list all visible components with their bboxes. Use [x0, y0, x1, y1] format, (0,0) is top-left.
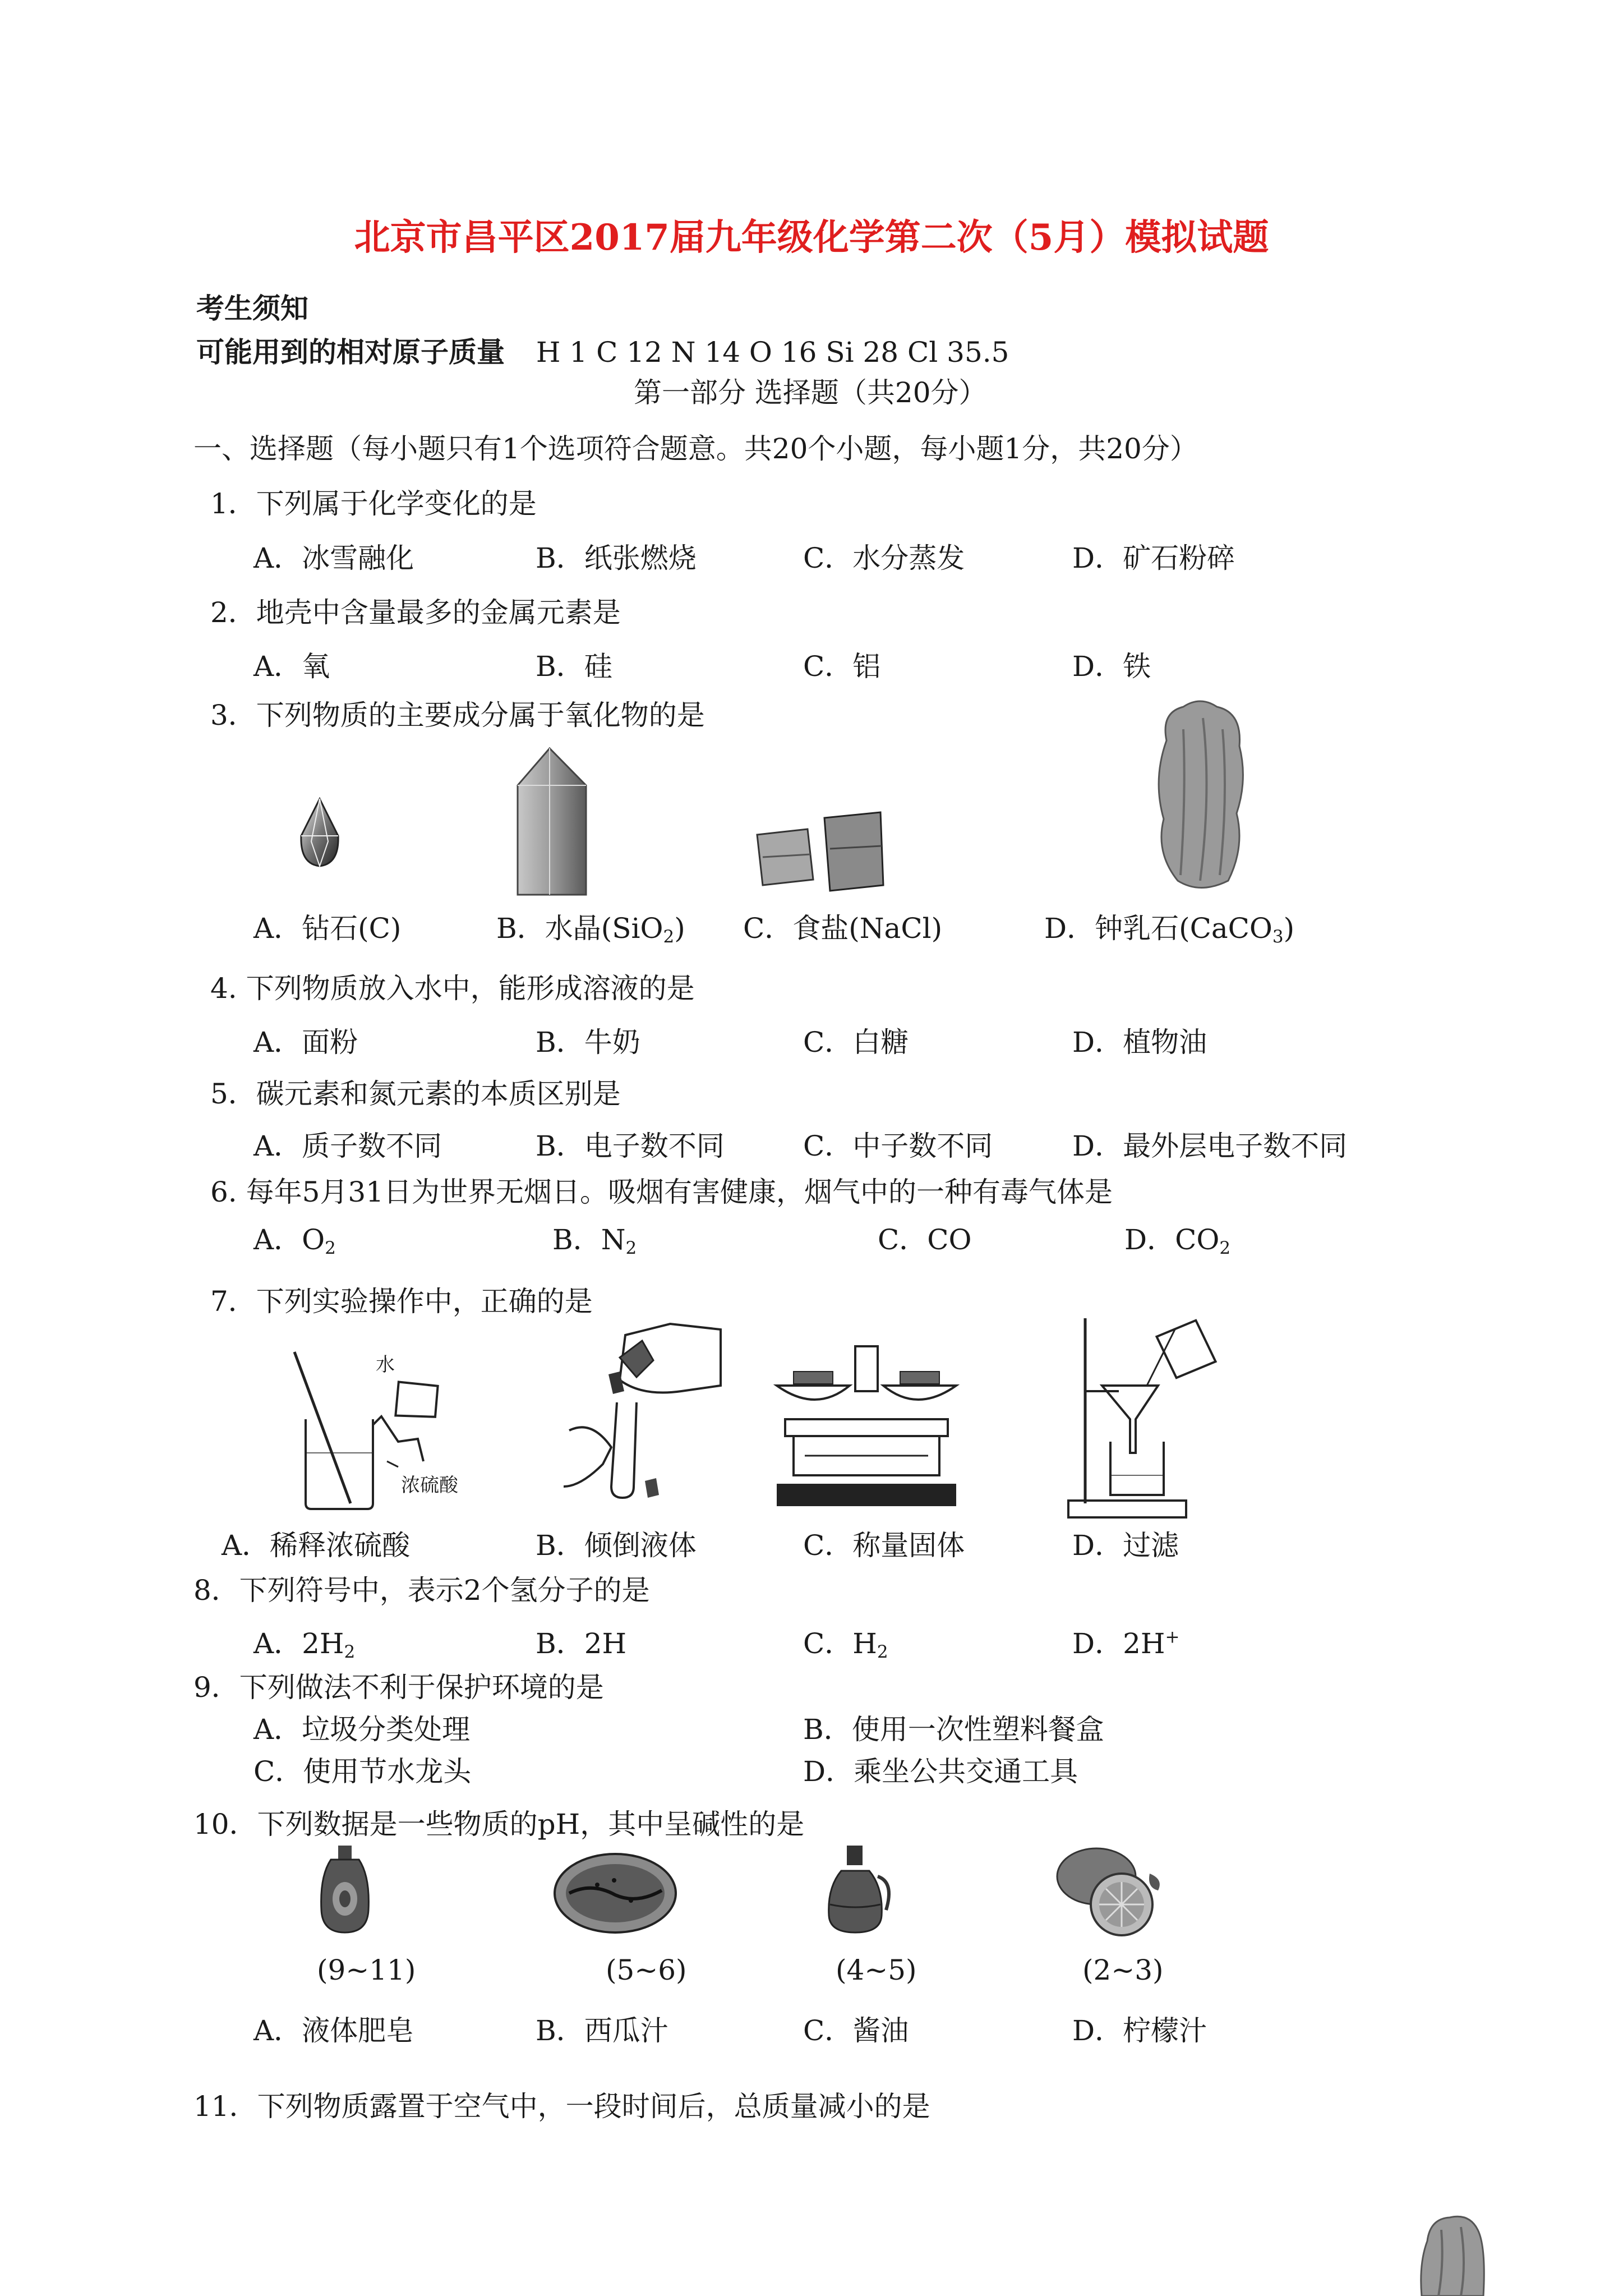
section-heading: 一、选择题（每小题只有1个选项符合题意。共20个小题，每小题1分，共20分）	[193, 432, 1198, 465]
q5-option-a: A．质子数不同	[253, 1130, 442, 1162]
q10-ph-c: (4~5)	[836, 1954, 917, 1986]
q9-option-c: C．使用节水龙头	[253, 1755, 472, 1788]
q9-stem: 9．下列做法不利于保护环境的是	[193, 1671, 604, 1704]
q2-option-c: C．铝	[803, 650, 881, 683]
balance-scale-diagram	[771, 1341, 962, 1520]
q4-stem: 4. 下列物质放入水中，能形成溶液的是	[210, 972, 695, 1005]
q3-option-c: C．食盐(NaCl)	[743, 912, 943, 945]
pour-liquid-diagram	[558, 1318, 726, 1503]
q8-option-b: B．2H	[536, 1627, 627, 1660]
q9-option-b: B．使用一次性塑料餐盒	[803, 1713, 1104, 1746]
q10-option-b: B．西瓜汁	[536, 2014, 668, 2047]
q2-option-b: B．硅	[536, 650, 612, 683]
q3-option-d: D．钟乳石(CaCO$_3$)	[1044, 912, 1295, 947]
q10-stem: 10．下列数据是一些物质的pH，其中呈碱性的是	[193, 1808, 805, 1841]
q10-ph-a: (9~11)	[317, 1954, 416, 1986]
q3-stem: 3．下列物质的主要成分属于氧化物的是	[210, 699, 705, 731]
q7-option-b: B．倾倒液体	[536, 1529, 697, 1562]
page-title: 北京市昌平区2017届九年级化学第二次（5月）模拟试题	[354, 217, 1269, 259]
q4-option-b: B．牛奶	[536, 1026, 640, 1059]
q1-option-b: B．纸张燃烧	[536, 542, 697, 574]
salt-crystal-image	[751, 807, 886, 896]
q3-option-a: A．钻石(C)	[253, 912, 402, 945]
q4-option-a: A．面粉	[253, 1026, 358, 1059]
q6-option-a: A．$O_2$	[253, 1223, 336, 1258]
q5-stem: 5．碳元素和氮元素的本质区别是	[210, 1078, 621, 1110]
q9-option-d: D．乘坐公共交通工具	[803, 1755, 1078, 1788]
q4-option-d: D．植物油	[1072, 1026, 1207, 1059]
q5-option-c: C．中子数不同	[803, 1130, 993, 1162]
notice-heading: 考生须知	[196, 292, 308, 325]
q7-option-a: A．稀释浓硫酸	[222, 1529, 411, 1562]
acid-label: 浓硫酸	[401, 1474, 458, 1497]
q1-stem: 1．下列属于化学变化的是	[210, 487, 537, 520]
atomic-mass-line	[196, 330, 1009, 370]
q8-stem: 8．下列符号中，表示2个氢分子的是	[193, 1574, 650, 1607]
q7-option-d: D．过滤	[1072, 1529, 1179, 1562]
q6-option-c: C．CO	[878, 1223, 972, 1256]
q1-option-c: C．水分蒸发	[803, 542, 965, 574]
atomic-mass-label: 可能用到的相对原子质量	[196, 335, 505, 369]
q9-option-a: A．垃圾分类处理	[253, 1713, 471, 1746]
diamond-image	[294, 797, 345, 869]
water-label: 水	[376, 1354, 395, 1376]
q6-option-d: D．$CO_2$	[1124, 1223, 1231, 1258]
q10-option-c: C．酱油	[803, 2014, 909, 2047]
q11-stem: 11．下列物质露置于空气中，一段时间后，总质量减小的是	[193, 2090, 930, 2123]
q2-option-d: D．铁	[1072, 650, 1151, 683]
filtration-diagram	[1063, 1307, 1242, 1526]
q3-option-b: B．水晶(SiO$_2$)	[496, 912, 685, 947]
lemon-image	[1052, 1843, 1166, 1938]
q4-option-c: C．白糖	[803, 1026, 909, 1059]
q10-option-a: A．液体肥皂	[253, 2014, 414, 2047]
q10-ph-d: (2~3)	[1082, 1954, 1164, 1986]
q5-option-b: B．电子数不同	[536, 1130, 725, 1162]
q7-stem: 7．下列实验操作中，正确的是	[210, 1285, 593, 1318]
q8-option-a: A．$2H_2$	[253, 1627, 356, 1662]
q1-option-a: A．冰雪融化	[253, 542, 414, 574]
q2-stem: 2．地壳中含量最多的金属元素是	[210, 596, 621, 629]
q8-option-d: D．2H+	[1072, 1627, 1180, 1660]
atomic-mass-values: H 1 C 12 N 14 O 16 Si 28 Cl 35.5	[536, 336, 1009, 369]
stalactite-image	[1144, 696, 1256, 898]
q5-option-d: D．最外层电子数不同	[1072, 1130, 1348, 1162]
q7-option-c: C．称量固体	[803, 1529, 965, 1562]
part1-heading: 第一部分 选择题（共20分）	[634, 376, 987, 409]
soy-sauce-bottle-image	[824, 1843, 897, 1935]
q8-option-c: C．$H_2$	[803, 1627, 888, 1662]
q6-option-b: B．$N_2$	[552, 1223, 637, 1258]
q1-option-d: D．矿石粉碎	[1072, 542, 1235, 574]
quartz-crystal-image	[508, 746, 594, 898]
q10-option-d: D．柠檬汁	[1072, 2014, 1207, 2047]
q6-stem: 6. 每年5月31日为世界无烟日。吸烟有害健康，烟气中的一种有毒气体是	[210, 1176, 1113, 1208]
q10-ph-b: (5~6)	[606, 1954, 687, 1986]
q2-option-a: A．氧	[253, 650, 330, 683]
watermelon-image	[552, 1851, 679, 1935]
soap-bottle-image	[317, 1843, 373, 1935]
stalactite-fragment-image	[1416, 2213, 1489, 2296]
